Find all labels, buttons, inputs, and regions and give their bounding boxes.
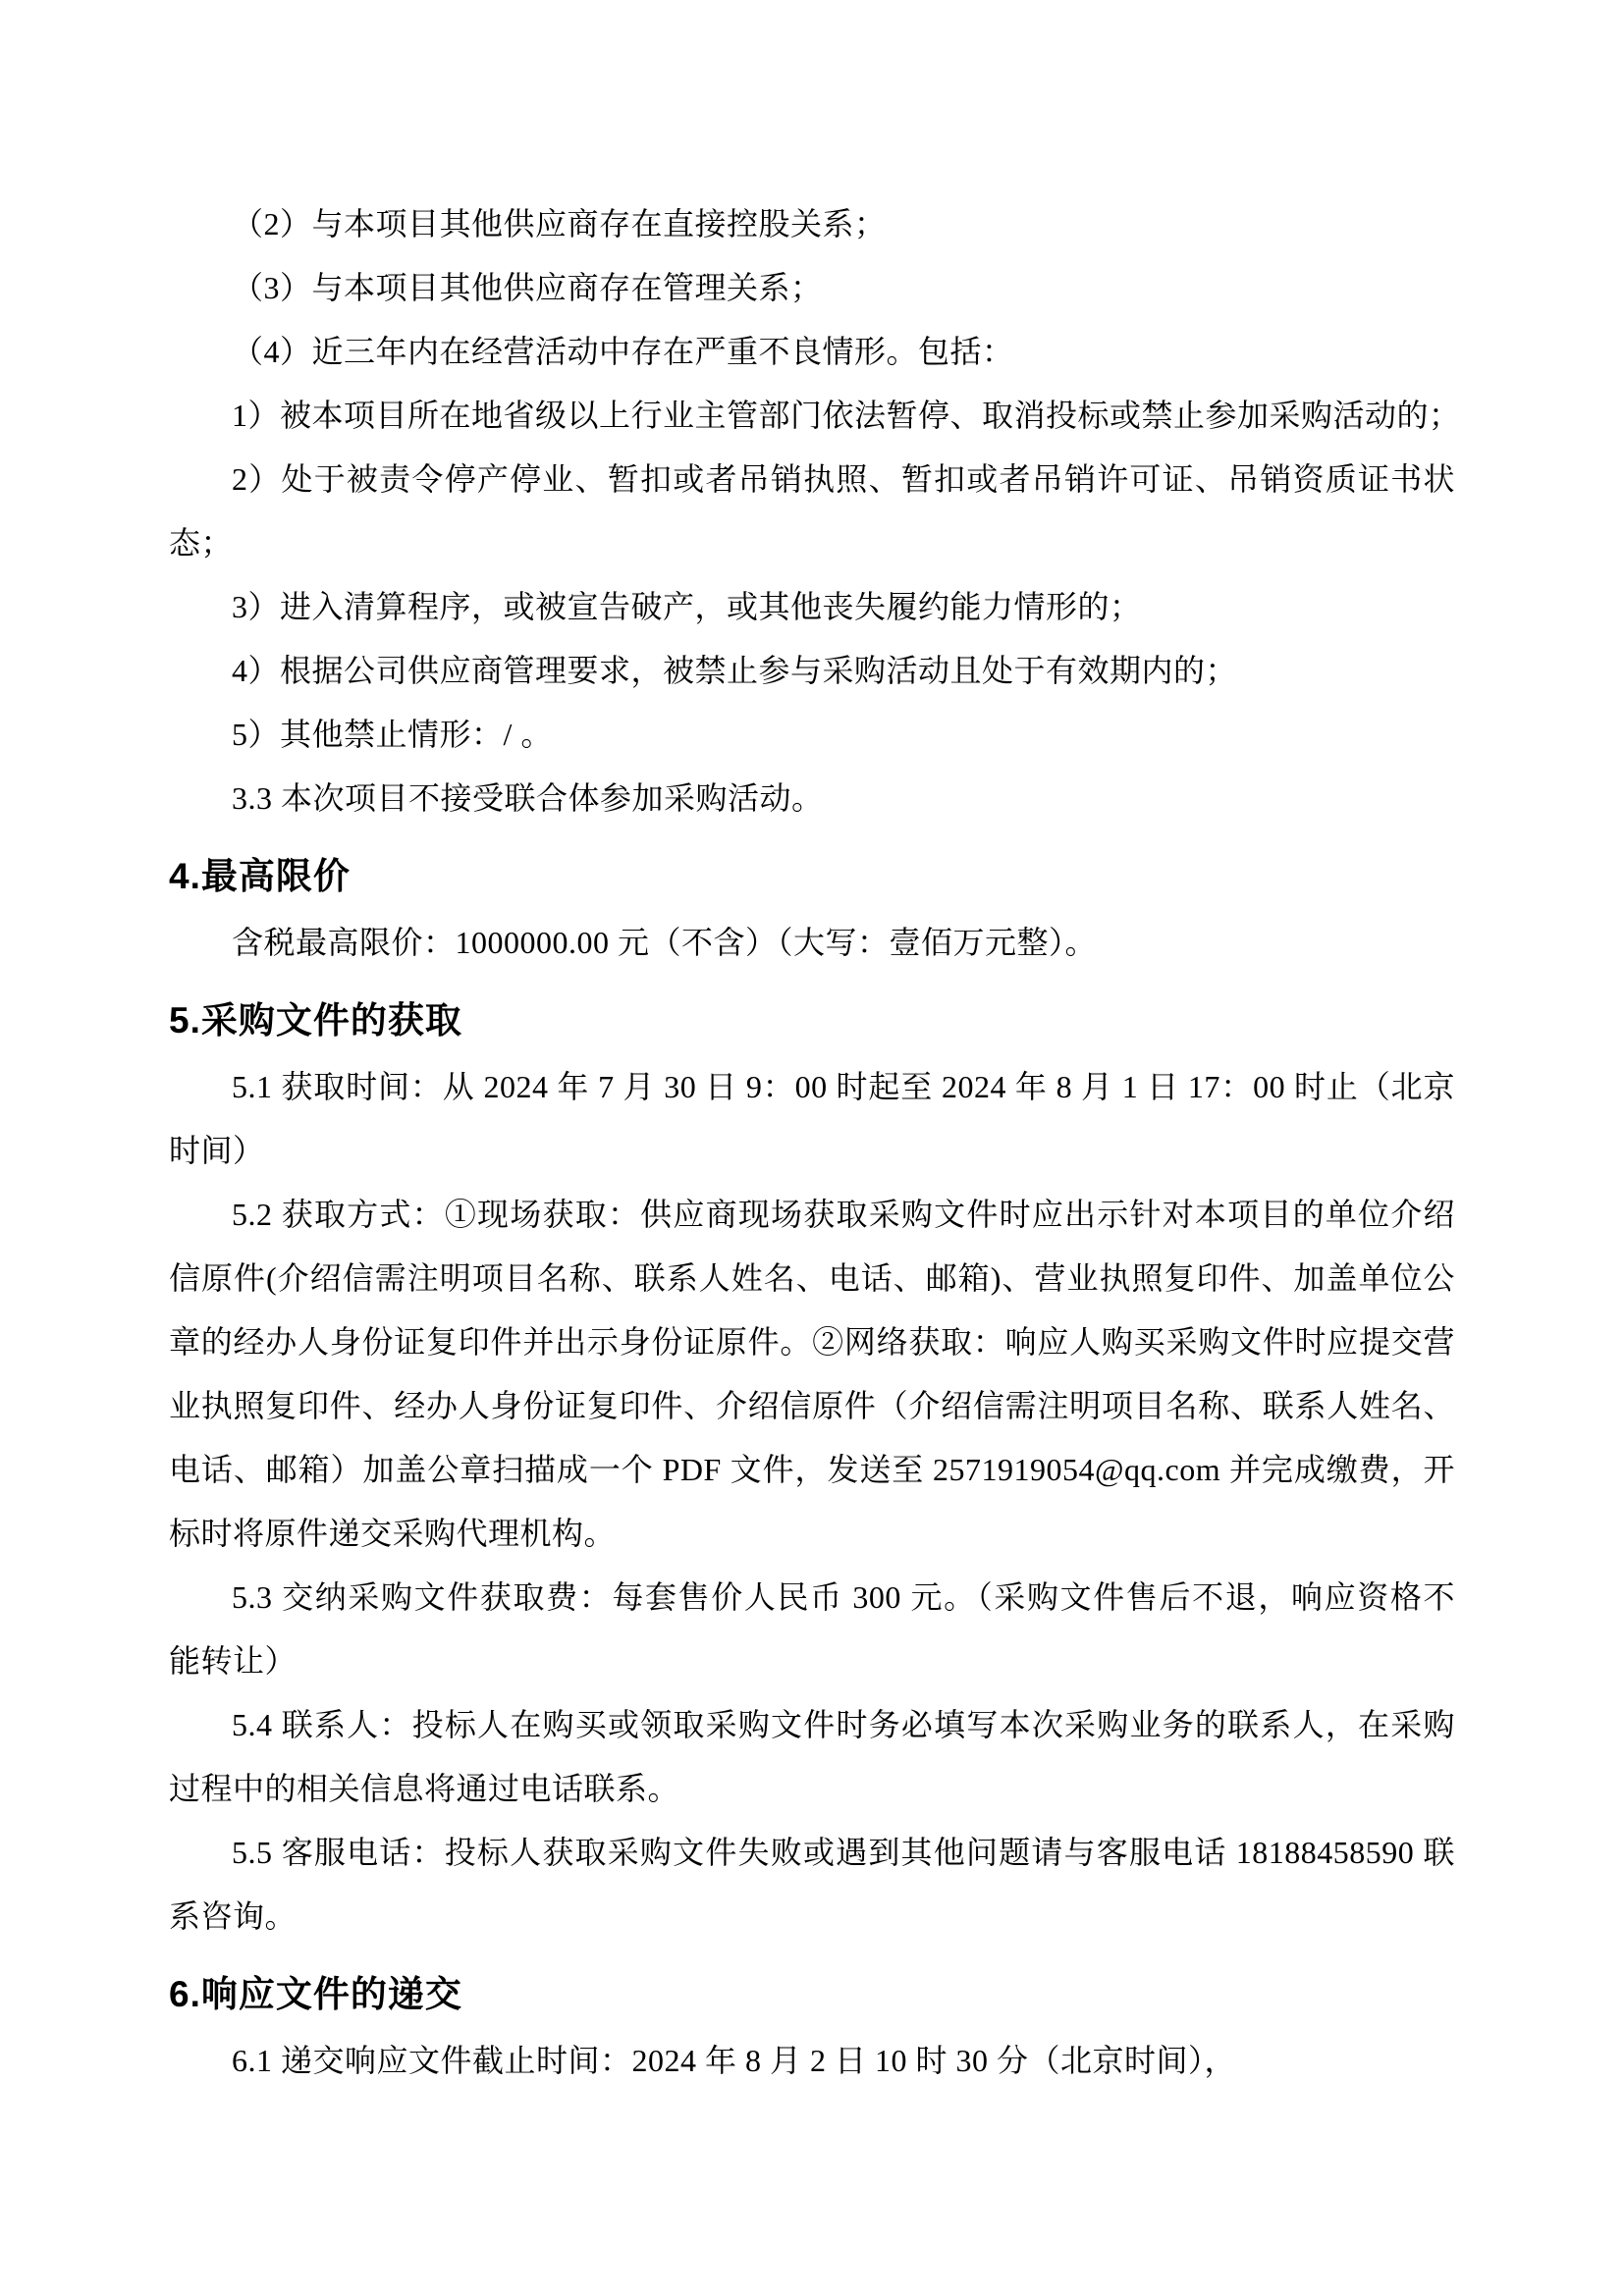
section-heading: 5.采购文件的获取 [169,1000,462,1041]
text-line: 1）被本项目所在地省级以上行业主管部门依法暂停、取消投标或禁止参加采购活动的； [232,398,1461,433]
text-line: 5.4 联系人：投标人在购买或领取采购文件时务必填写本次采购业务的联系人，在采购 [232,1707,1455,1742]
text-line: 电话、邮箱）加盖公章扫描成一个 PDF 文件，发送至 2571919054@qq.com 并完成缴费，开 [169,1452,1455,1487]
section-heading: 4.最高限价 [169,856,351,896]
document-body [169,192,1461,2093]
text-line: 标时将原件递交采购代理机构。 [169,1516,617,1551]
text-line: 系咨询。 [169,1898,298,1934]
text-line: 态； [169,525,234,561]
text-line: 3.3 本次项目不接受联合体参加采购活动。 [232,780,824,816]
text-line: 5.1 获取时间：从 2024 年 7 月 30 日 9：00 时起至 2024 年 8 月 1 日 17：00 时止（北京 [232,1069,1455,1104]
text-line: （3）与本项目其他供应商存在管理关系； [232,270,823,305]
text-line: 含税最高限价：1000000.00 元（不含）（大写：壹佰万元整）。 [232,925,1098,960]
text-line: 3）进入清算程序，或被宣告破产，或其他丧失履约能力情形的； [232,589,1142,624]
text-line: 业执照复印件、经办人身份证复印件、介绍信原件（介绍信需注明项目名称、联系人姓名、 [169,1388,1455,1423]
section-heading: 6.响应文件的递交 [169,1974,462,2014]
text-line: 时间） [169,1133,265,1168]
text-line: 5.5 客服电话：投标人获取采购文件失败或遇到其他问题请与客服电话 18188458590 联 [232,1835,1455,1870]
text-line: 2）处于被责令停产停业、暂扣或者吊销执照、暂扣或者吊销许可证、吊销资质证书状 [232,461,1455,497]
text-line: 信原件(介绍信需注明项目名称、联系人姓名、电话、邮箱)、营业执照复印件、加盖单位公 [169,1260,1455,1296]
text-line: （2）与本项目其他供应商存在直接控股关系； [232,206,887,241]
text-line: 6.1 递交响应文件截止时间：2024 年 8 月 2 日 10 时 30 分（北京时间）， [232,2043,1237,2078]
text-line: 4）根据公司供应商管理要求，被禁止参与采购活动且处于有效期内的； [232,653,1238,688]
text-line: 章的经办人身份证复印件并出示身份证原件。②网络获取：响应人购买采购文件时应提交营 [169,1324,1455,1360]
text-line: 5.2 获取方式：①现场获取：供应商现场获取采购文件时应出示针对本项目的单位介绍 [232,1197,1455,1232]
text-line: （4）近三年内在经营活动中存在严重不良情形。包括： [232,334,1014,369]
text-line: 5.3 交纳采购文件获取费：每套售价人民币 300 元。（采购文件售后不退，响应资格不 [232,1579,1455,1615]
text-line: 5）其他禁止情形：/ 。 [232,717,553,752]
text-line: 过程中的相关信息将通过电话联系。 [169,1771,680,1806]
text-line: 能转让） [169,1643,298,1679]
